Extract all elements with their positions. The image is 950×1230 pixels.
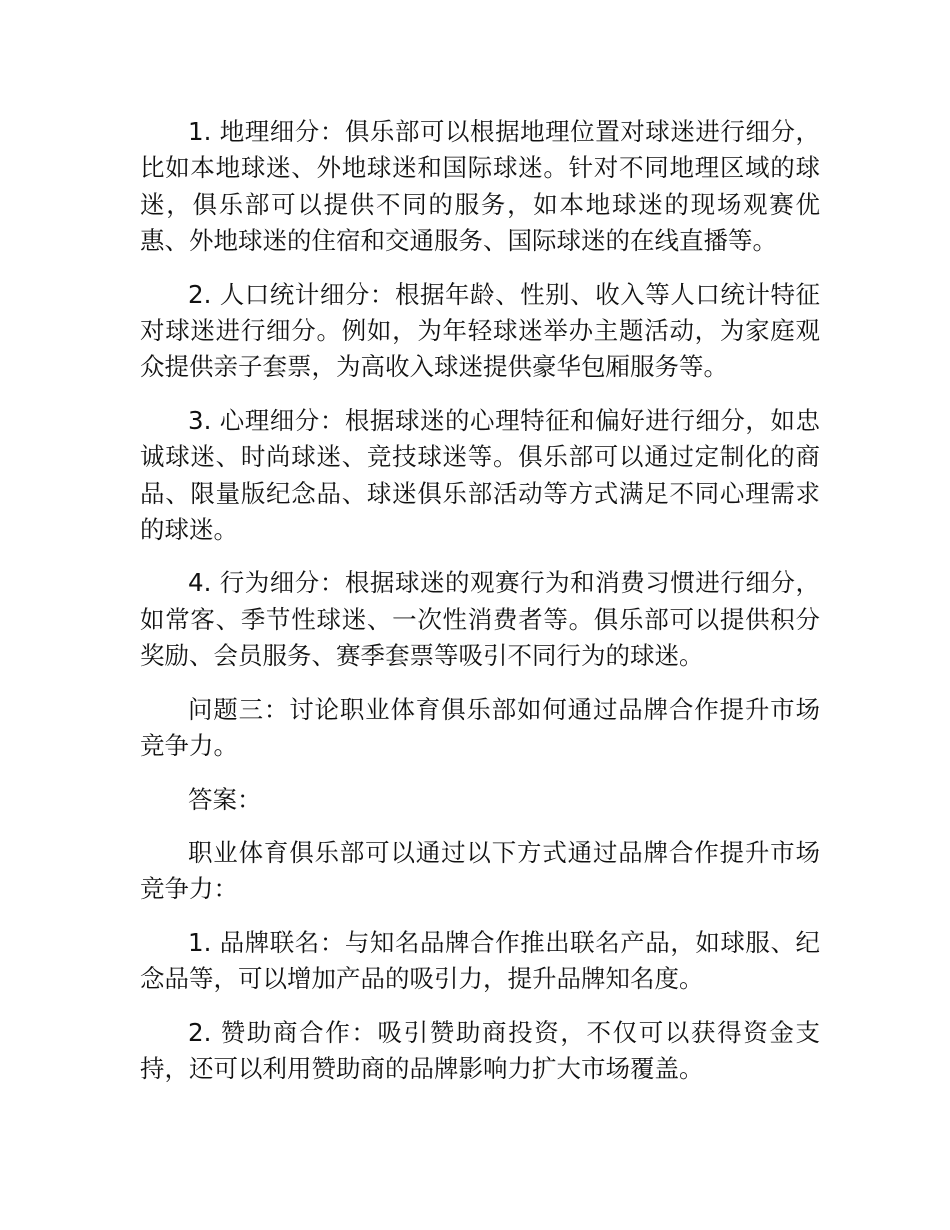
paragraph-answer-intro: 职业体育俱乐部可以通过以下方式通过品牌合作提升市场竞争力： (140, 837, 820, 904)
paragraph-psychographic-segmentation: 3. 心理细分：根据球迷的心理特征和偏好进行细分，如忠诚球迷、时尚球迷、竞技球迷等。俱乐部可以通过定制化的商品、限量版纪念品、球迷俱乐部活动等方式满足不同心理需求的球迷。 (140, 405, 820, 545)
paragraph-brand-co-branding: 1. 品牌联名：与知名品牌合作推出联名产品，如球服、纪念品等，可以增加产品的吸引力，提升品牌知名度。 (140, 927, 820, 994)
paragraph-behavioral-segmentation: 4. 行为细分：根据球迷的观赛行为和消费习惯进行细分，如常客、季节性球迷、一次性消费者等。俱乐部可以提供积分奖励、会员服务、赛季套票等吸引不同行为的球迷。 (140, 568, 820, 671)
paragraph-question-three: 问题三：讨论职业体育俱乐部如何通过品牌合作提升市场竞争力。 (140, 694, 820, 761)
paragraph-demographic-segmentation: 2. 人口统计细分：根据年龄、性别、收入等人口统计特征对球迷进行细分。例如，为年轻球迷举办主题活动，为家庭观众提供亲子套票，为高收入球迷提供豪华包厢服务等。 (140, 279, 820, 382)
document-page (140, 114, 820, 1104)
paragraph-answer-label: 答案： (188, 784, 262, 814)
paragraph-geographic-segmentation: 1. 地理细分：俱乐部可以根据地理位置对球迷进行细分，比如本地球迷、外地球迷和国际球迷。针对不同地理区域的球迷，俱乐部可以提供不同的服务，如本地球迷的现场观赛优惠、外地球迷的住宿和交通服务、国际球迷的在线直播等。 (140, 117, 820, 256)
paragraph-sponsor-cooperation: 2. 赞助商合作：吸引赞助商投资，不仅可以获得资金支持，还可以利用赞助商的品牌影响力扩大市场覆盖。 (140, 1017, 820, 1083)
